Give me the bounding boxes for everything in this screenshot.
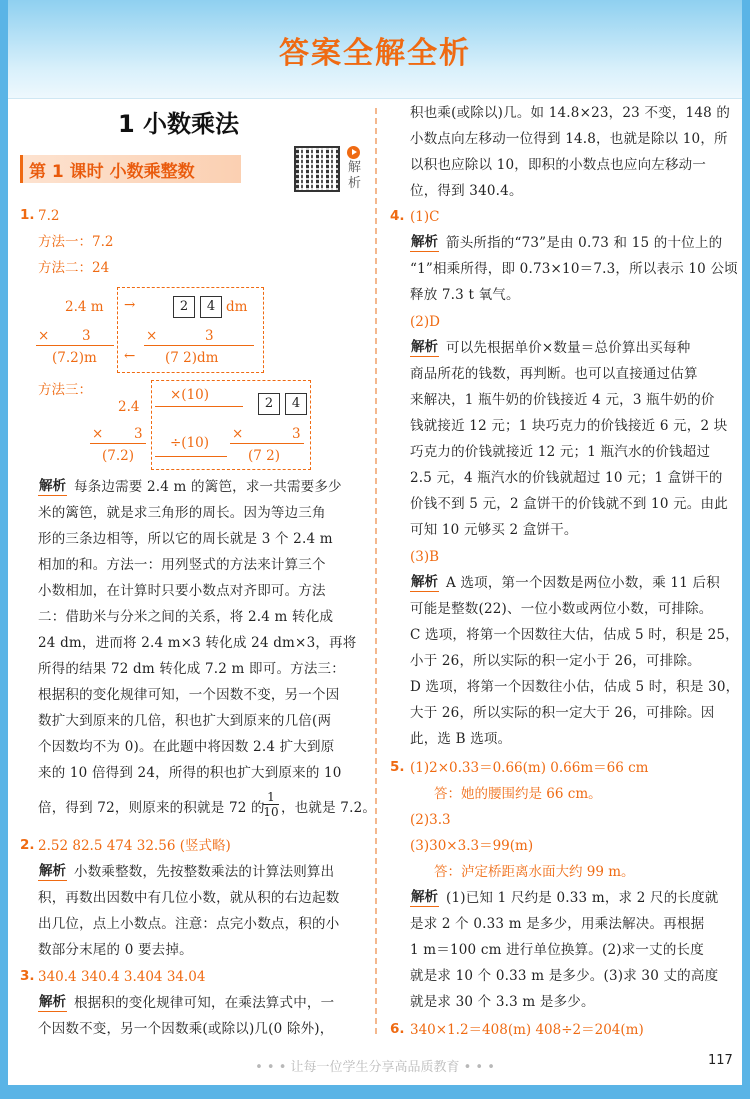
digit-box: 2 <box>258 393 280 415</box>
q5-part1-answer: (1)2×0.33＝0.66(m) 0.66m＝66 cm <box>410 760 649 776</box>
unit-label: dm <box>226 299 248 315</box>
text-line: 相加的和。方法一：用列竖式的方法来计算三个 <box>38 557 326 573</box>
op-divide-10: ÷(10) <box>170 435 210 451</box>
page-title: 答案全解全析 <box>279 36 471 71</box>
text-line: 可能是整数(22)、一位小数或两位小数，可排除。 <box>410 601 713 617</box>
fraction-numerator: 1 <box>267 790 275 804</box>
text-line: 小数相加，在计算时只要小数点对齐即可。方法 <box>38 583 326 599</box>
d2-factor: 2.4 <box>118 399 140 415</box>
text-line: 24 dm，进而将 2.4 m×3 转化成 24 dm×3，再将 <box>38 635 357 651</box>
text-line: 就是求 10 个 0.33 m 是多少。(3)求 30 丈的高度 <box>410 968 719 984</box>
header-banner <box>8 0 742 99</box>
d1-factor: 2.4 m <box>65 299 104 315</box>
analysis-tag: 解析 <box>39 478 66 494</box>
q3-number: 3. <box>20 968 35 984</box>
text-line: C 选项，将第一个因数往大估，估成 5 时，积是 25， <box>410 627 739 643</box>
multiplier: 3 <box>292 426 301 442</box>
q5-part2-answer: (2)3.3 <box>410 812 451 828</box>
text-line: 来解决，1 瓶牛奶的价钱接近 4 元，3 瓶牛奶的价 <box>410 392 715 408</box>
text-line: 二：借助米与分米之间的关系，将 2.4 m 转化成 <box>38 609 334 625</box>
right-arrow-icon: → <box>124 297 136 313</box>
text-line: 来的 10 倍得到 24，所得的积也扩大到原来的 10 <box>38 765 342 781</box>
text-line: 出几位，点上小数点。注意：点完小数点，积的小 <box>38 916 340 932</box>
text-line: 可以先根据单价×数量＝总价算出买每种 <box>446 340 691 356</box>
text-line: 大于 26，所以实际的积一定大于 26，可排除。因 <box>410 705 715 721</box>
digit-box: 2 <box>173 296 195 318</box>
analysis-tag: 解析 <box>411 234 438 250</box>
text-line: 可知 10 元够买 2 盒饼干。 <box>410 522 578 538</box>
rule-line <box>230 443 304 444</box>
text-line: 钱就接近 12 元；1 块巧克力的价钱接近 6 元，2 块 <box>410 418 728 434</box>
d2-result: (7.2) <box>102 448 135 464</box>
q5-part1-conclusion: 答：她的腰围约是 66 cm。 <box>434 786 602 802</box>
text-line: 1 m＝100 cm 进行单位换算。(2)求一丈的长度 <box>410 942 704 958</box>
multiplier: 3 <box>82 328 91 344</box>
text-line: 每条边需要 2.4 m 的篱笆，求一共需要多少 <box>74 479 342 495</box>
text-line: 位，得到 340.4。 <box>410 183 523 199</box>
text-line: 就是求 30 个 3.3 m 是多少。 <box>410 994 595 1010</box>
text-line: 巧克力的价钱就接近 12 元；1 瓶汽水的价钱超过 <box>410 444 711 460</box>
digit-box: 4 <box>285 393 307 415</box>
q6-number: 6. <box>390 1021 405 1037</box>
text-line: 小数乘整数，先按整数乘法的计算法则算出 <box>74 864 335 880</box>
text-line: 2.5 元，4 瓶汽水的价钱就超过 10 元；1 盒饼干的 <box>410 470 723 486</box>
text-line: 根据积的变化规律可知，一个因数不变，另一个因 <box>38 687 340 703</box>
q1-method2: 方法二：24 <box>38 260 110 276</box>
analysis-tag: 解析 <box>39 863 66 879</box>
multiplier: 3 <box>205 328 214 344</box>
q5-number: 5. <box>390 759 405 775</box>
text-line: 个因数不变，另一个因数乘(或除以)几(0 除外)， <box>38 1021 334 1037</box>
q4-part2-answer: (2)D <box>410 314 440 330</box>
footer-slogan: • • • 让每一位学生分享高品质教育 • • • <box>255 1060 495 1075</box>
text-line: 小数点向左移动一位得到 14.8，也就是除以 10，所 <box>410 131 728 147</box>
fraction <box>263 790 279 819</box>
text-line: (1)已知 1 尺约是 0.33 m，求 2 尺的长度就 <box>446 890 719 906</box>
text-line: 形的三条边相等，所以它的周长就是 3 个 2.4 m <box>38 531 333 547</box>
text-line: 以积也应除以 10，即积的小数点也应向左移动一 <box>410 157 707 173</box>
text-line: A 选项，第一个因数是两位小数，乘 11 后积 <box>446 575 720 591</box>
text-line: 数部分末尾的 0 要去掉。 <box>38 942 193 958</box>
text-line: “1”相乘所得，即 0.73×10＝7.3，所以表示 10 公顷 <box>410 261 738 277</box>
q3-answer: 340.4 340.4 3.404 34.04 <box>38 969 206 985</box>
column-divider <box>375 108 377 1034</box>
left-arrow-icon <box>155 456 227 457</box>
text-line: 个因数均不为 0)。在此题中将因数 2.4 扩大到原 <box>38 739 335 755</box>
q6-answer: 340×1.2＝408(m) 408÷2＝204(m) <box>410 1022 644 1038</box>
left-arrow-icon: ← <box>124 348 136 364</box>
analysis-tag: 解析 <box>39 994 66 1010</box>
right-arrow-icon <box>155 406 243 407</box>
page-number: 117 <box>708 1053 733 1068</box>
q1-method1: 方法一：7.2 <box>38 234 114 250</box>
text-line: 小于 26，所以实际的积一定小于 26，可排除。 <box>410 653 701 669</box>
q2-number: 2. <box>20 837 35 853</box>
text-line: 价钱不到 5 元，2 盒饼干的价钱就不到 10 元。由此 <box>410 496 728 512</box>
multiplier: 3 <box>134 426 143 442</box>
analysis-tag: 解析 <box>411 574 438 590</box>
q4-part3-answer: (3)B <box>410 549 440 565</box>
text-line: 米的篱笆，就是求三角形的周长。因为等边三角 <box>38 505 326 521</box>
text-line: 积，再数出因数中有几位小数，就从积的右边起数 <box>38 890 340 906</box>
q5-part3-conclusion: 答：泸定桥距离水面大约 99 m。 <box>434 864 635 880</box>
lesson-title-bar <box>20 155 241 183</box>
text-line: 倍，得到 72，则原来的积就是 72 的 <box>38 800 265 816</box>
q2-answer: 2.52 82.5 474 32.56 (竖式略) <box>38 838 231 854</box>
times-sign: × <box>146 328 158 344</box>
text-line: 释放 7.3 t 氧气。 <box>410 287 520 303</box>
q1-method3: 方法三： <box>38 382 92 398</box>
analysis-tag: 解析 <box>411 339 438 355</box>
rule-line <box>90 443 146 444</box>
lesson-title: 第 1 课时 小数乘整数 <box>29 162 195 182</box>
rule-line <box>36 345 114 346</box>
d1-result2: (7 2)dm <box>165 350 219 366</box>
q5-part3-answer: (3)30×3.3＝99(m) <box>410 838 534 854</box>
digit-box: 4 <box>200 296 222 318</box>
qr-label: 解析 <box>348 160 362 191</box>
times-sign: × <box>38 328 50 344</box>
text-line: 积也乘(或除以)几。如 14.8×23，23 不变，148 的 <box>410 105 731 121</box>
d1-result: (7.2)m <box>52 350 97 366</box>
chapter-title: 1 小数乘法 <box>118 110 240 138</box>
text-line: 商品所花的钱数，再判断。也可以直接通过估算 <box>410 366 698 382</box>
qr-code[interactable] <box>294 146 340 192</box>
play-icon[interactable] <box>347 146 360 159</box>
text-line: 根据积的变化规律可知，在乘法算式中，一 <box>74 995 335 1011</box>
text-line: 所得的结果 72 dm 转化成 7.2 m 即可。方法三： <box>38 661 345 677</box>
q4-number: 4. <box>390 208 405 224</box>
times-sign: × <box>232 426 244 442</box>
q4-part1-answer: (1)C <box>410 209 440 225</box>
q1-answer: 7.2 <box>38 208 60 224</box>
text-line: 此，选 B 选项。 <box>410 731 512 747</box>
times-sign: × <box>92 426 104 442</box>
text-line: 是求 2 个 0.33 m 是多少，用乘法解决。再根据 <box>410 916 705 932</box>
text-line: 箭头所指的“73”是由 0.73 和 15 的十位上的 <box>446 235 723 251</box>
analysis-tag: 解析 <box>411 889 438 905</box>
text-line: D 选项，将第一个因数往小估，估成 5 时，积是 30， <box>410 679 740 695</box>
q1-number: 1. <box>20 207 35 223</box>
text-line: ，也就是 7.2。 <box>281 800 377 816</box>
d2-result2: (7 2) <box>248 448 281 464</box>
text-line: 数扩大到原来的几倍，积也扩大到原来的几倍(两 <box>38 713 332 729</box>
fraction-denominator: 10 <box>263 805 279 819</box>
op-multiply-10: ×(10) <box>170 387 210 403</box>
rule-line <box>144 345 254 346</box>
